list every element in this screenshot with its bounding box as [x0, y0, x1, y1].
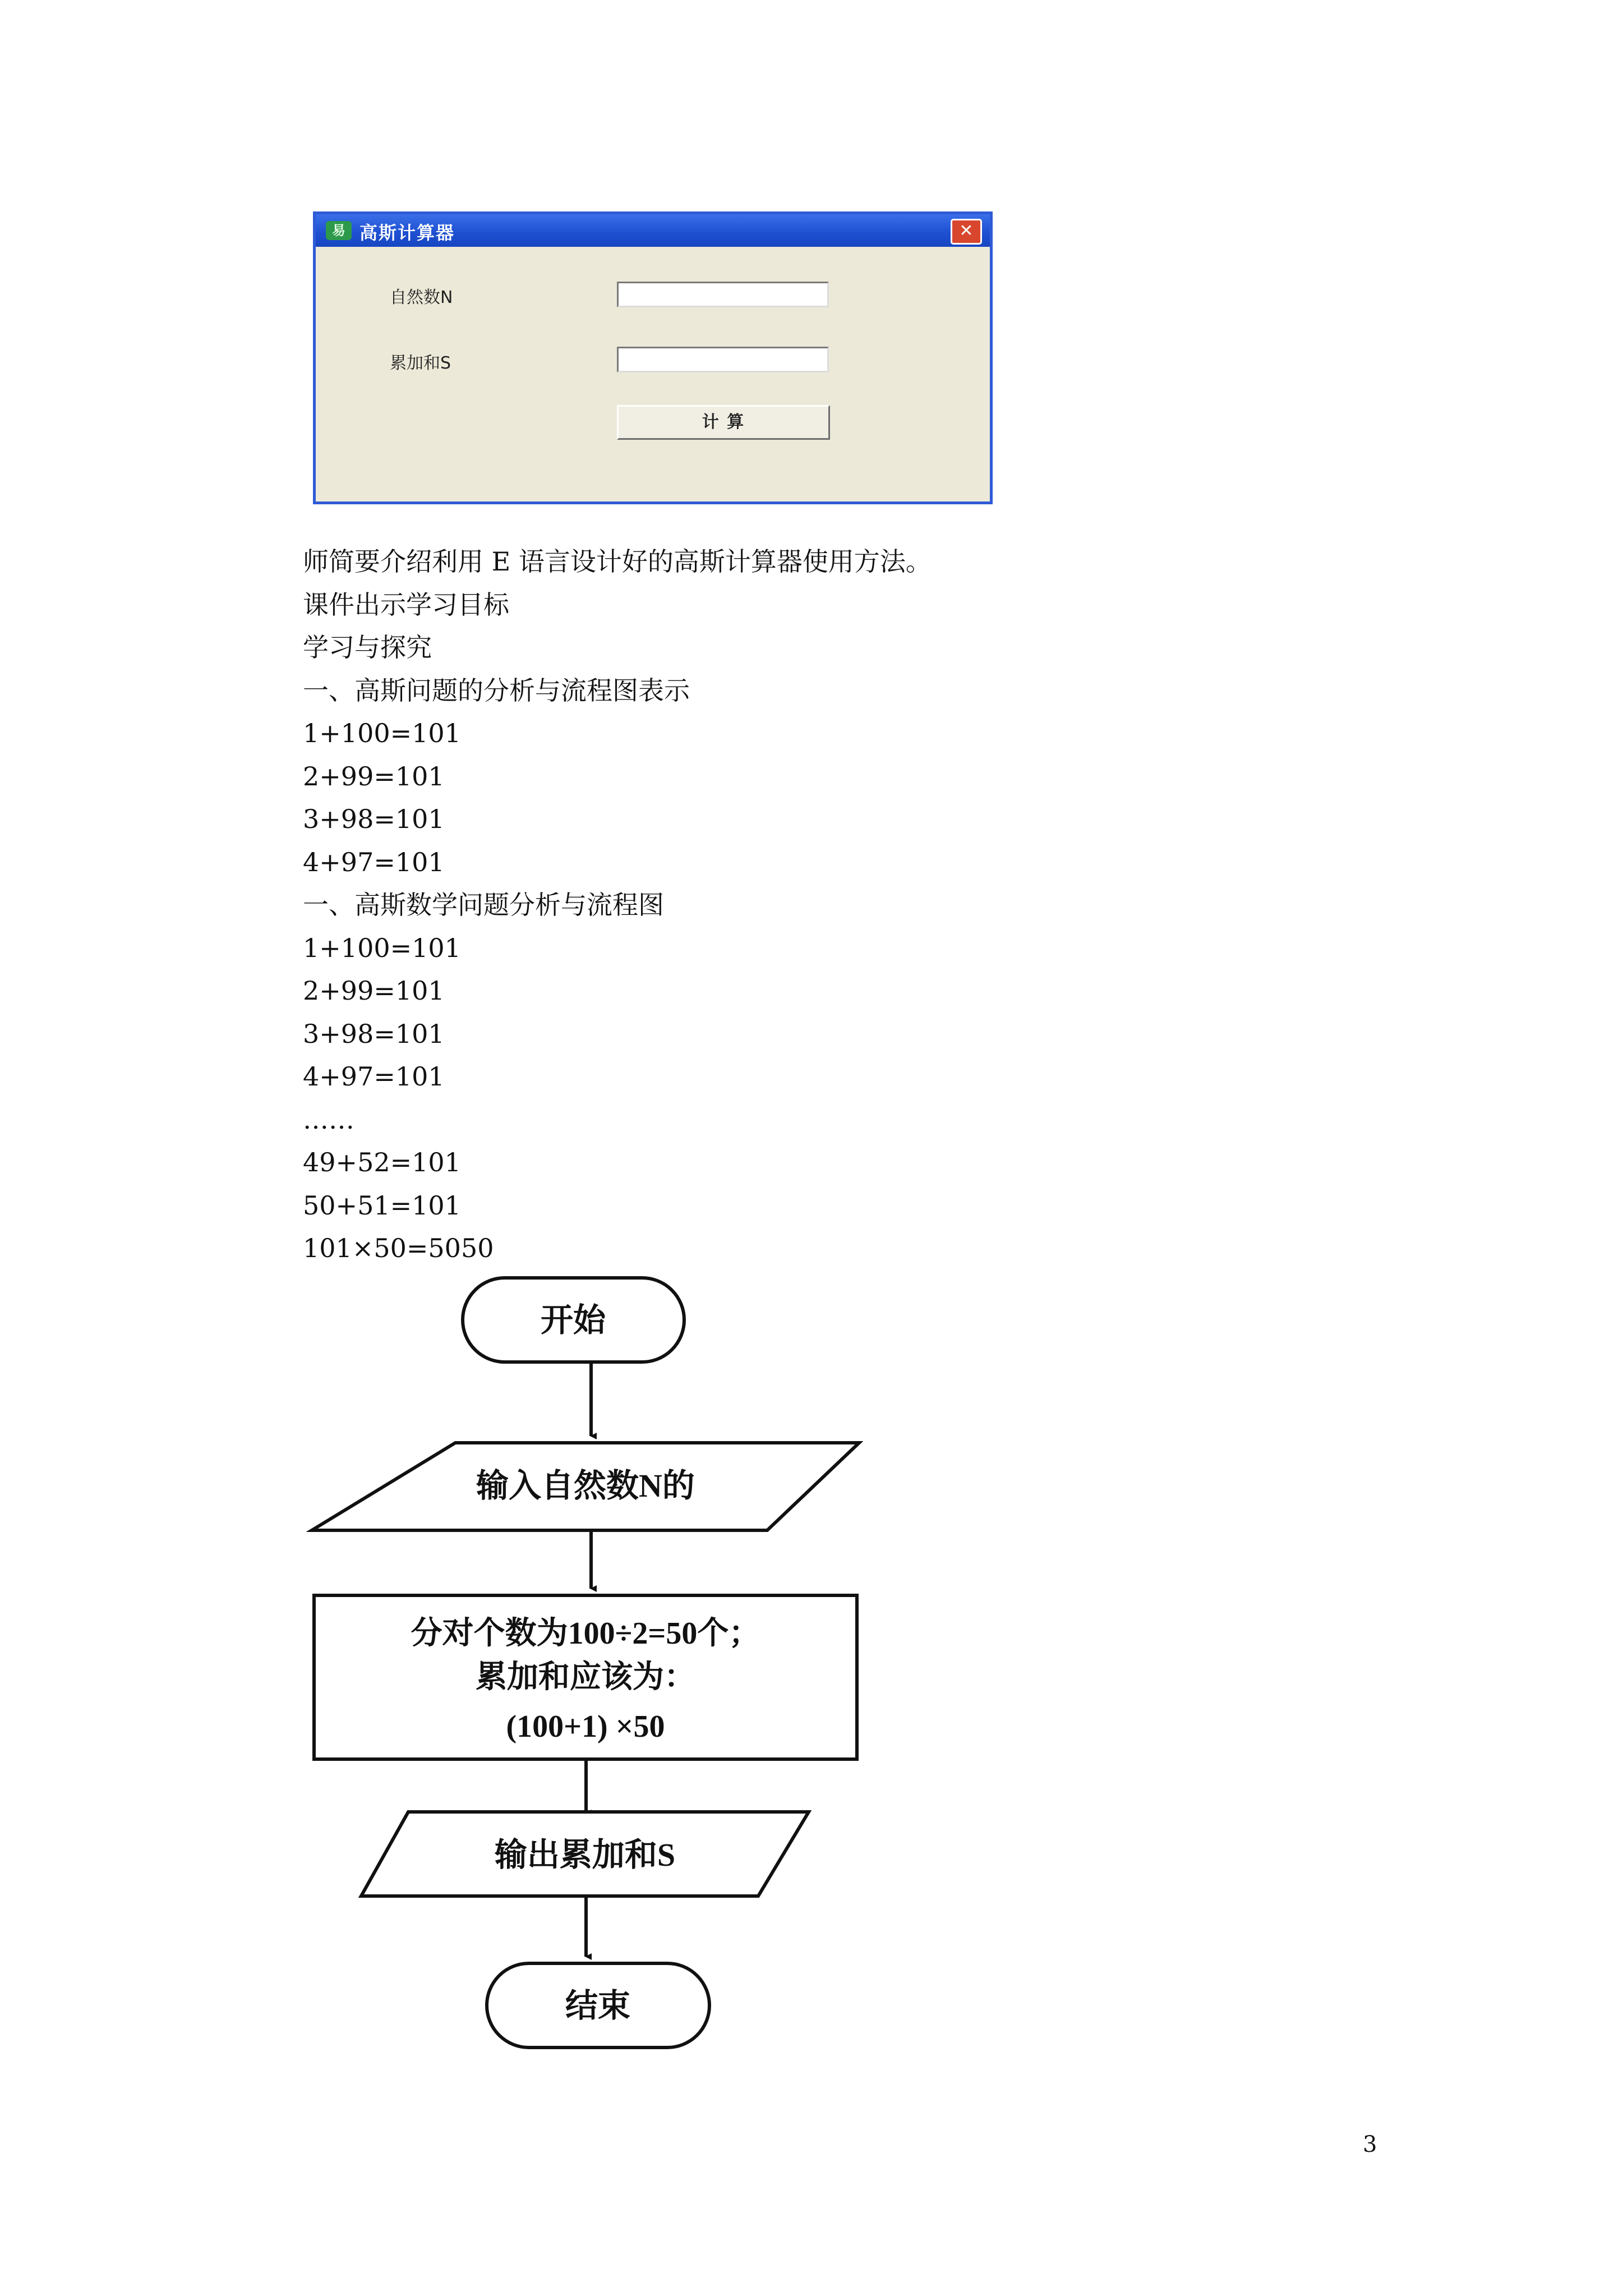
equation-line: 3+98=101: [303, 1018, 445, 1049]
equation-line: 2+99=101: [303, 976, 445, 1006]
close-icon[interactable]: ✕: [951, 219, 982, 245]
equation-line: 50+51=101: [303, 1190, 461, 1221]
text-line: 学习与探究: [303, 632, 432, 662]
output-label: 输出累加和S: [494, 1837, 676, 1873]
lesson-text: [303, 540, 932, 1270]
equation-line: 3+98=101: [303, 804, 445, 834]
sum-label: 累加和S: [390, 353, 451, 373]
equation-line: 101×50=5050: [303, 1233, 494, 1263]
natural-number-label: 自然数N: [390, 288, 453, 307]
window-titlebar: [316, 214, 990, 247]
process-line: (100+1) ×50: [506, 1709, 665, 1744]
sum-output-field[interactable]: [617, 347, 829, 372]
gauss-flowchart: [303, 1273, 897, 2076]
section-heading: 一、高斯数学问题分析与流程图: [303, 890, 664, 920]
text-line: 课件出示学习目标: [303, 589, 509, 620]
section-heading: 一、高斯问题的分析与流程图表示: [303, 675, 690, 706]
text-line: 师简要介绍利用 E 语言设计好的高斯计算器使用方法。: [303, 546, 932, 577]
end-label: 结束: [565, 1987, 631, 2024]
app-icon: 易: [326, 221, 352, 240]
process-line: 分对个数为100÷2=50个；: [411, 1616, 760, 1651]
input-label: 输入自然数N的: [476, 1467, 695, 1504]
natural-number-input[interactable]: [617, 282, 829, 307]
equation-line: 4+97=101: [303, 1061, 445, 1092]
window-title: 高斯计算器: [359, 222, 455, 243]
equation-line: 1+100=101: [303, 718, 461, 748]
page-number: 3: [1363, 2132, 1377, 2157]
equation-line: 2+99=101: [303, 761, 445, 792]
start-label: 开始: [540, 1302, 606, 1338]
gauss-calculator-window: [313, 211, 993, 504]
equation-line: 1+100=101: [303, 932, 461, 963]
calculate-button[interactable]: 计 算: [617, 405, 830, 440]
equation-line: 49+52=101: [303, 1147, 461, 1177]
ellipsis-line: ……: [303, 1104, 354, 1135]
process-line: 累加和应该为：: [476, 1660, 695, 1695]
equation-line: 4+97=101: [303, 846, 445, 877]
